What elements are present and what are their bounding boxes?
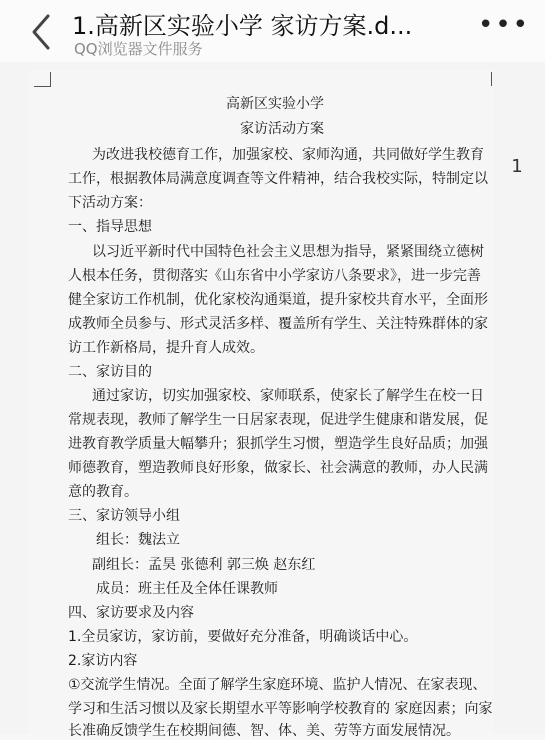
- page-number-indicator: 1: [511, 156, 523, 177]
- paragraph-line: 2.家访内容: [68, 653, 138, 669]
- paragraph-line: 1.全员家访，家访前，要做好充分准备，明确谈话中心。: [68, 629, 418, 645]
- paragraph-line: 意的教育。: [68, 484, 138, 500]
- doc-heading: 家访活动方案: [240, 121, 324, 137]
- chevron-left-icon: [26, 12, 60, 52]
- intro-line: 下活动方案：: [68, 195, 152, 211]
- paragraph-line: ①交流学生情况。全面了解学生家庭环境、监护人情况、在家表现、: [68, 677, 487, 693]
- paragraph-line: 访工作新格局，提升育人成效。: [68, 340, 264, 356]
- section-heading: 三、家访领导小组: [68, 508, 180, 524]
- paragraph-line: 健全家访工作机制，优化家校沟通渠道，提升家校共育水平，全面形: [68, 292, 488, 308]
- intro-line: 为改进我校德育工作，加强家校、家师沟通，共同做好学生教育: [92, 147, 484, 163]
- deputy-leader-line: 副组长：孟昊 张德利 郭三焕 赵东红: [92, 557, 316, 573]
- page-corner-mark-left: [34, 72, 51, 87]
- paragraph-line: 学习和生活习惯以及家长期望水平等影响学校教育的 家庭因素；向家: [68, 701, 493, 717]
- section-heading: 二、家访目的: [68, 364, 152, 380]
- paragraph-line: 成教师全员参与、形式灵活多样、覆盖所有学生、关注特殊群体的家: [68, 316, 488, 332]
- document-title: 1.高新区实验小学 家访方案.d...: [72, 12, 413, 40]
- paragraph-line: 常规表现，教师了解学生一日居家表现，促进学生健康和谐发展，促: [68, 412, 488, 428]
- intro-line: 工作，根据教体局满意度调查等文件精神，结合我校实际，特制定以: [68, 171, 488, 187]
- leader-line: 组长：魏法立: [96, 532, 180, 548]
- more-options-button[interactable]: •••: [478, 10, 531, 40]
- paragraph-line: 师德教育，塑造教师良好形象，做家长、社会满意的教师，办人民满: [68, 460, 488, 476]
- back-button[interactable]: [26, 12, 60, 52]
- paragraph-line: 通过家访，切实加强家校、家师联系，使家长了解学生在校一日: [92, 388, 484, 404]
- section-heading: 四、家访要求及内容: [68, 605, 194, 621]
- paragraph-line: 以习近平新时代中国特色社会主义思想为指导，紧紧围绕立德树: [92, 244, 484, 260]
- top-bar: [0, 0, 545, 62]
- page-corner-mark-right: [491, 72, 502, 86]
- paragraph-line: 人根本任务，贯彻落实《山东省中小学家访八条要求》，进一步完善: [68, 268, 481, 284]
- school-name: 高新区实验小学: [226, 96, 324, 112]
- section-heading: 一、指导思想: [68, 219, 152, 235]
- source-subtitle: QQ浏览器文件服务: [74, 40, 203, 58]
- paragraph-line: 长准确反馈学生在校期间德、智、体、美、劳等方面发展情况。: [68, 723, 460, 739]
- paragraph-line: 进教育教学质量大幅攀升；狠抓学生习惯，塑造学生良好品质；加强: [68, 436, 488, 452]
- members-line: 成员：班主任及全体任课教师: [96, 581, 278, 597]
